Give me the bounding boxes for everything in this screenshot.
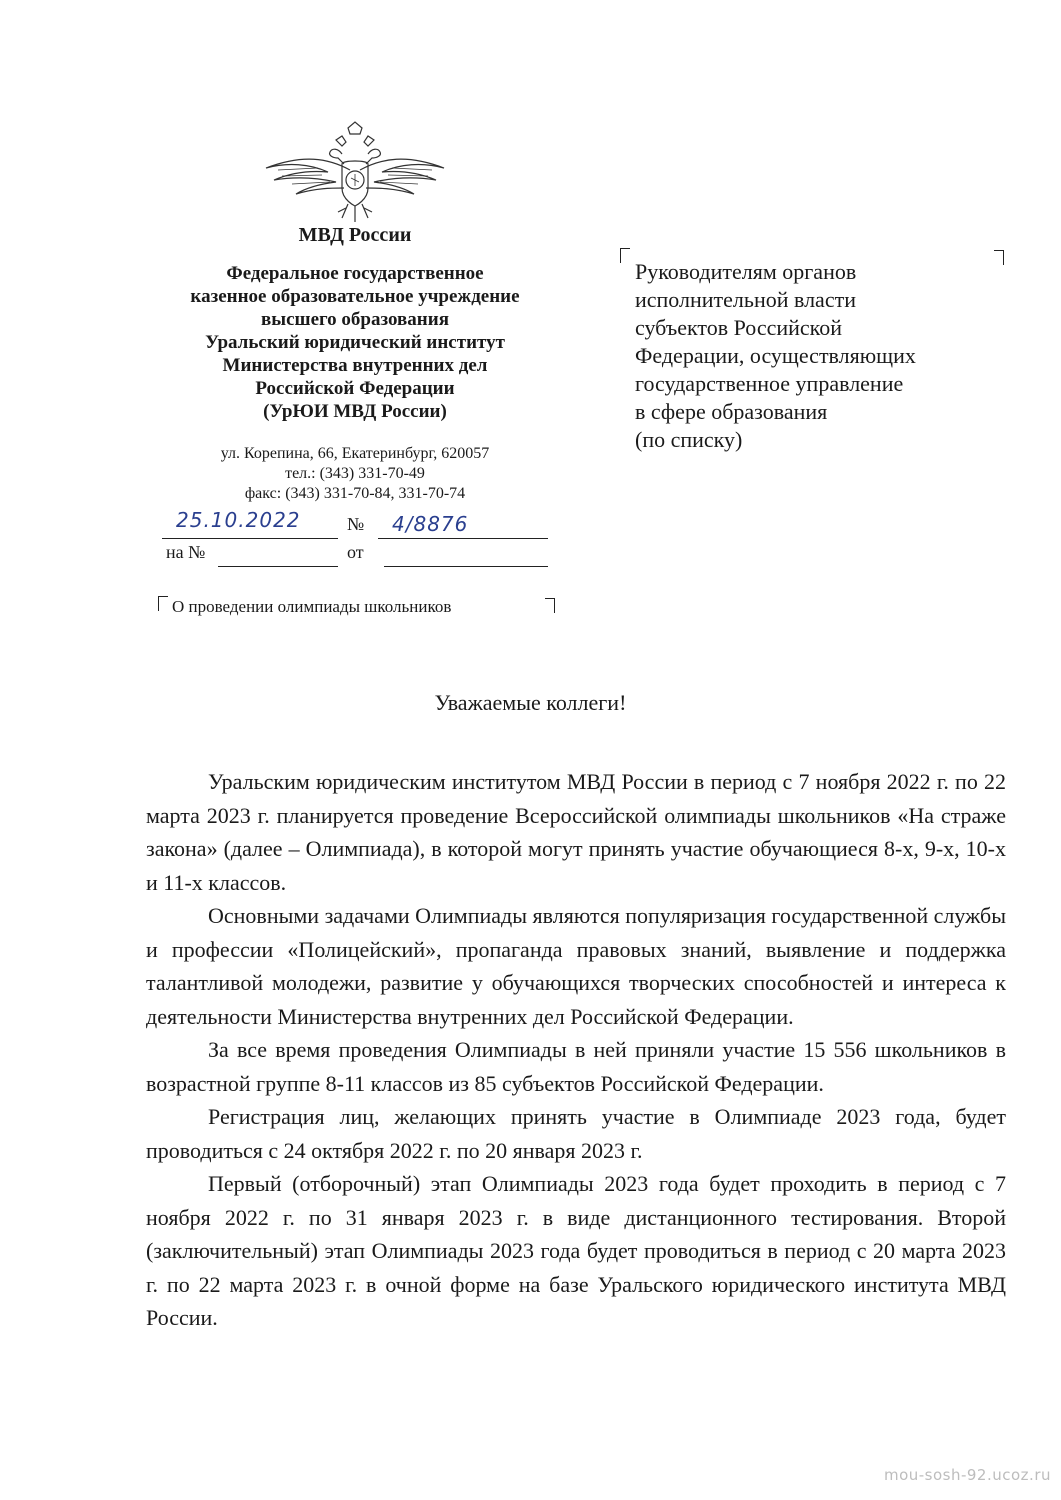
number-sign: № (347, 514, 365, 534)
org-line: Федеральное государственное (226, 263, 484, 284)
subject-line: О проведении олимпиады школьников (172, 597, 452, 616)
letter-body (146, 765, 1006, 1335)
salutation: Уважаемые коллеги! (434, 690, 627, 715)
recipient-line: субъектов Российской (635, 315, 843, 340)
registration-date: 25.10.2022 (176, 508, 301, 532)
org-line: высшего образования (261, 309, 449, 330)
recipient-line: Федерации, осуществляющих (635, 343, 916, 368)
org-line: казенное образовательное учреждение (190, 286, 520, 307)
subject-bracket-left (158, 596, 168, 611)
from-date-line (384, 566, 548, 567)
from-label: от (347, 542, 364, 562)
double-headed-eagle-emblem-icon (258, 118, 452, 226)
recipient-line: Руководителям органов (635, 259, 857, 284)
phone: тел.: (343) 331-70-49 (285, 465, 425, 482)
org-line: Уральский юридический институт (205, 332, 505, 353)
recipient-line: исполнительной власти (635, 287, 856, 312)
organization-name (140, 262, 570, 423)
address: ул. Корепина, 66, Екатеринбург, 620057 (220, 445, 490, 462)
ref-number-line (218, 566, 338, 567)
recipient-bracket-right (994, 250, 1004, 265)
org-line: Министерства внутренних дел (222, 355, 488, 376)
body-paragraph: Регистрация лиц, желающих принять участие в Олимпиаде 2023 года, будет проводиться с 24 октября 2022 г. по 20 января 2023 г. (146, 1104, 1006, 1163)
ministry-name: МВД России (298, 224, 412, 246)
date-line (162, 538, 338, 539)
contact-info (140, 444, 570, 504)
recipient-bracket-left (620, 248, 630, 263)
number-line (378, 538, 548, 539)
ref-label: на № (166, 542, 206, 562)
org-line: Российской Федерации (255, 378, 455, 399)
recipient-line: государственное управление (635, 371, 904, 396)
body-paragraph: Первый (отборочный) этап Олимпиады 2023 года будет проходить в период с 7 ноября 2022 г. по 31 января 2023 г. в виде дистанционного тестирования. Второй (заключительный) этап Олимпиады 2023 года будет проводиться в период с 20 марта 2023 г. по 22 марта 2023 г. в очной форме на базе Уральского юридического института МВД России. (146, 1171, 1006, 1330)
body-paragraph: За все время проведения Олимпиады в ней приняли участие 15 556 школьников в возрастной группе 8-11 классов из 85 субъектов Российской Федерации. (146, 1037, 1006, 1096)
site-watermark: mou-sosh-92.ucoz.ru (883, 1466, 1051, 1484)
recipient-line: в сфере образования (635, 399, 828, 424)
recipient-line: (по списку) (635, 427, 743, 452)
registration-number: 4/8876 (392, 512, 469, 536)
body-paragraph: Уральским юридическим институтом МВД России в период с 7 ноября 2022 г. по 22 марта 2023 г. планируется проведение Всероссийской олимпиады школьников «На страже закона» (далее – Олимпиада), в которой могут принять участие обучающиеся 8-х, 9-х, 10-х и 11-х классов. (146, 769, 1006, 895)
fax: факс: (343) 331-70-84, 331-70-74 (244, 485, 466, 502)
subject-bracket-right (545, 598, 555, 613)
body-paragraph: Основными задачами Олимпиады являются популяризация государственной службы и профессии «Полицейский», пропаганда правовых знаний, выявление и поддержка талантливой молодежи, развитие у обучающихся творческих способностей и интереса к деятельности Министерства внутренних дел Российской Федерации. (146, 903, 1006, 1029)
recipient-block (635, 258, 916, 454)
org-line: (УрЮИ МВД России) (263, 401, 447, 422)
